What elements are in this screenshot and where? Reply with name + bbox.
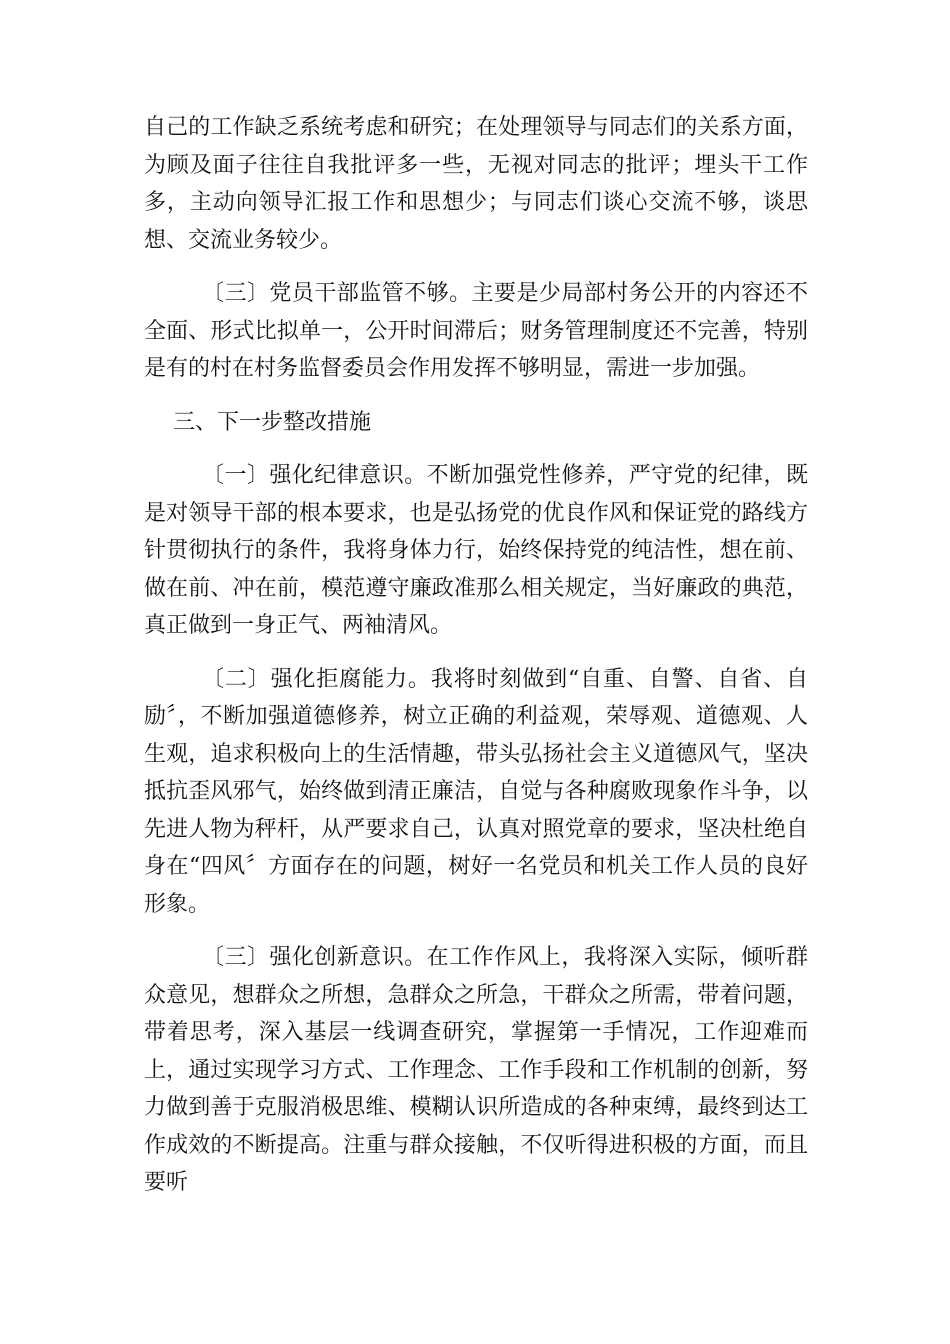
paragraph-supervision-insufficient: 〔三〕党员干部监管不够。主要是少局部村务公开的内容还不全面、形式比拟单一，公开时间滞后；财务管理制度还不完善，特别是有的村在村务监督委员会作用发挥不够明显，需进一步加强。 bbox=[144, 281, 808, 381]
section-heading-next-steps: 三、下一步整改措施 bbox=[173, 409, 372, 435]
paragraph-innovation-awareness: 〔三〕强化创新意识。在工作作风上，我将深入实际，倾听群众意见，想群众之所想，急群众之所急，干群众之所需，带着问题，带着思考，深入基层一线调查研究，掌握第一手情况，工作迎难而上，通过实现学习方式、工作理念、工作手段和工作机制的创新，努力做到善于克服消极思维、模糊认识所造成的各种束缚，最终到达工作成效的不断提高。注重与群众接触，不仅听得进积极的方面，而且要听 bbox=[144, 945, 808, 1195]
paragraph-continued-work-relations: 自己的工作缺乏系统考虑和研究；在处理领导与同志们的关系方面，为顾及面子往往自我批评多一些，无视对同志的批评；埋头干工作多，主动向领导汇报工作和思想少；与同志们谈心交流不够，谈思想、交流业务较少。 bbox=[144, 115, 808, 253]
document-body bbox=[144, 109, 808, 1218]
paragraph-anti-corruption: 〔二〕强化拒腐能力。我将时刻做到“自重、自警、自省、自励〞，不断加强道德修养，树立正确的利益观，荣辱观、道德观、人生观，追求积极向上的生活情趣，带头弘扬社会主义道德风气，坚决抵抗歪风邪气，始终做到清正廉洁，自觉与各种腐败现象作斗争，以先进人物为秤杆，从严要求自己，认真对照党章的要求，坚决杜绝自身在“四风〞方面存在的问题，树好一名党员和机关工作人员的良好形象。 bbox=[144, 666, 808, 917]
paragraph-discipline-awareness: 〔一〕强化纪律意识。不断加强党性修养，严守党的纪律，既是对领导干部的根本要求，也是弘扬党的优良作风和保证党的路线方针贯彻执行的条件，我将身体力行，始终保持党的纯洁性，想在前、做在前、冲在前，模范遵守廉政准那么相关规定，当好廉政的典范，真正做到一身正气、两袖清风。 bbox=[144, 463, 808, 638]
